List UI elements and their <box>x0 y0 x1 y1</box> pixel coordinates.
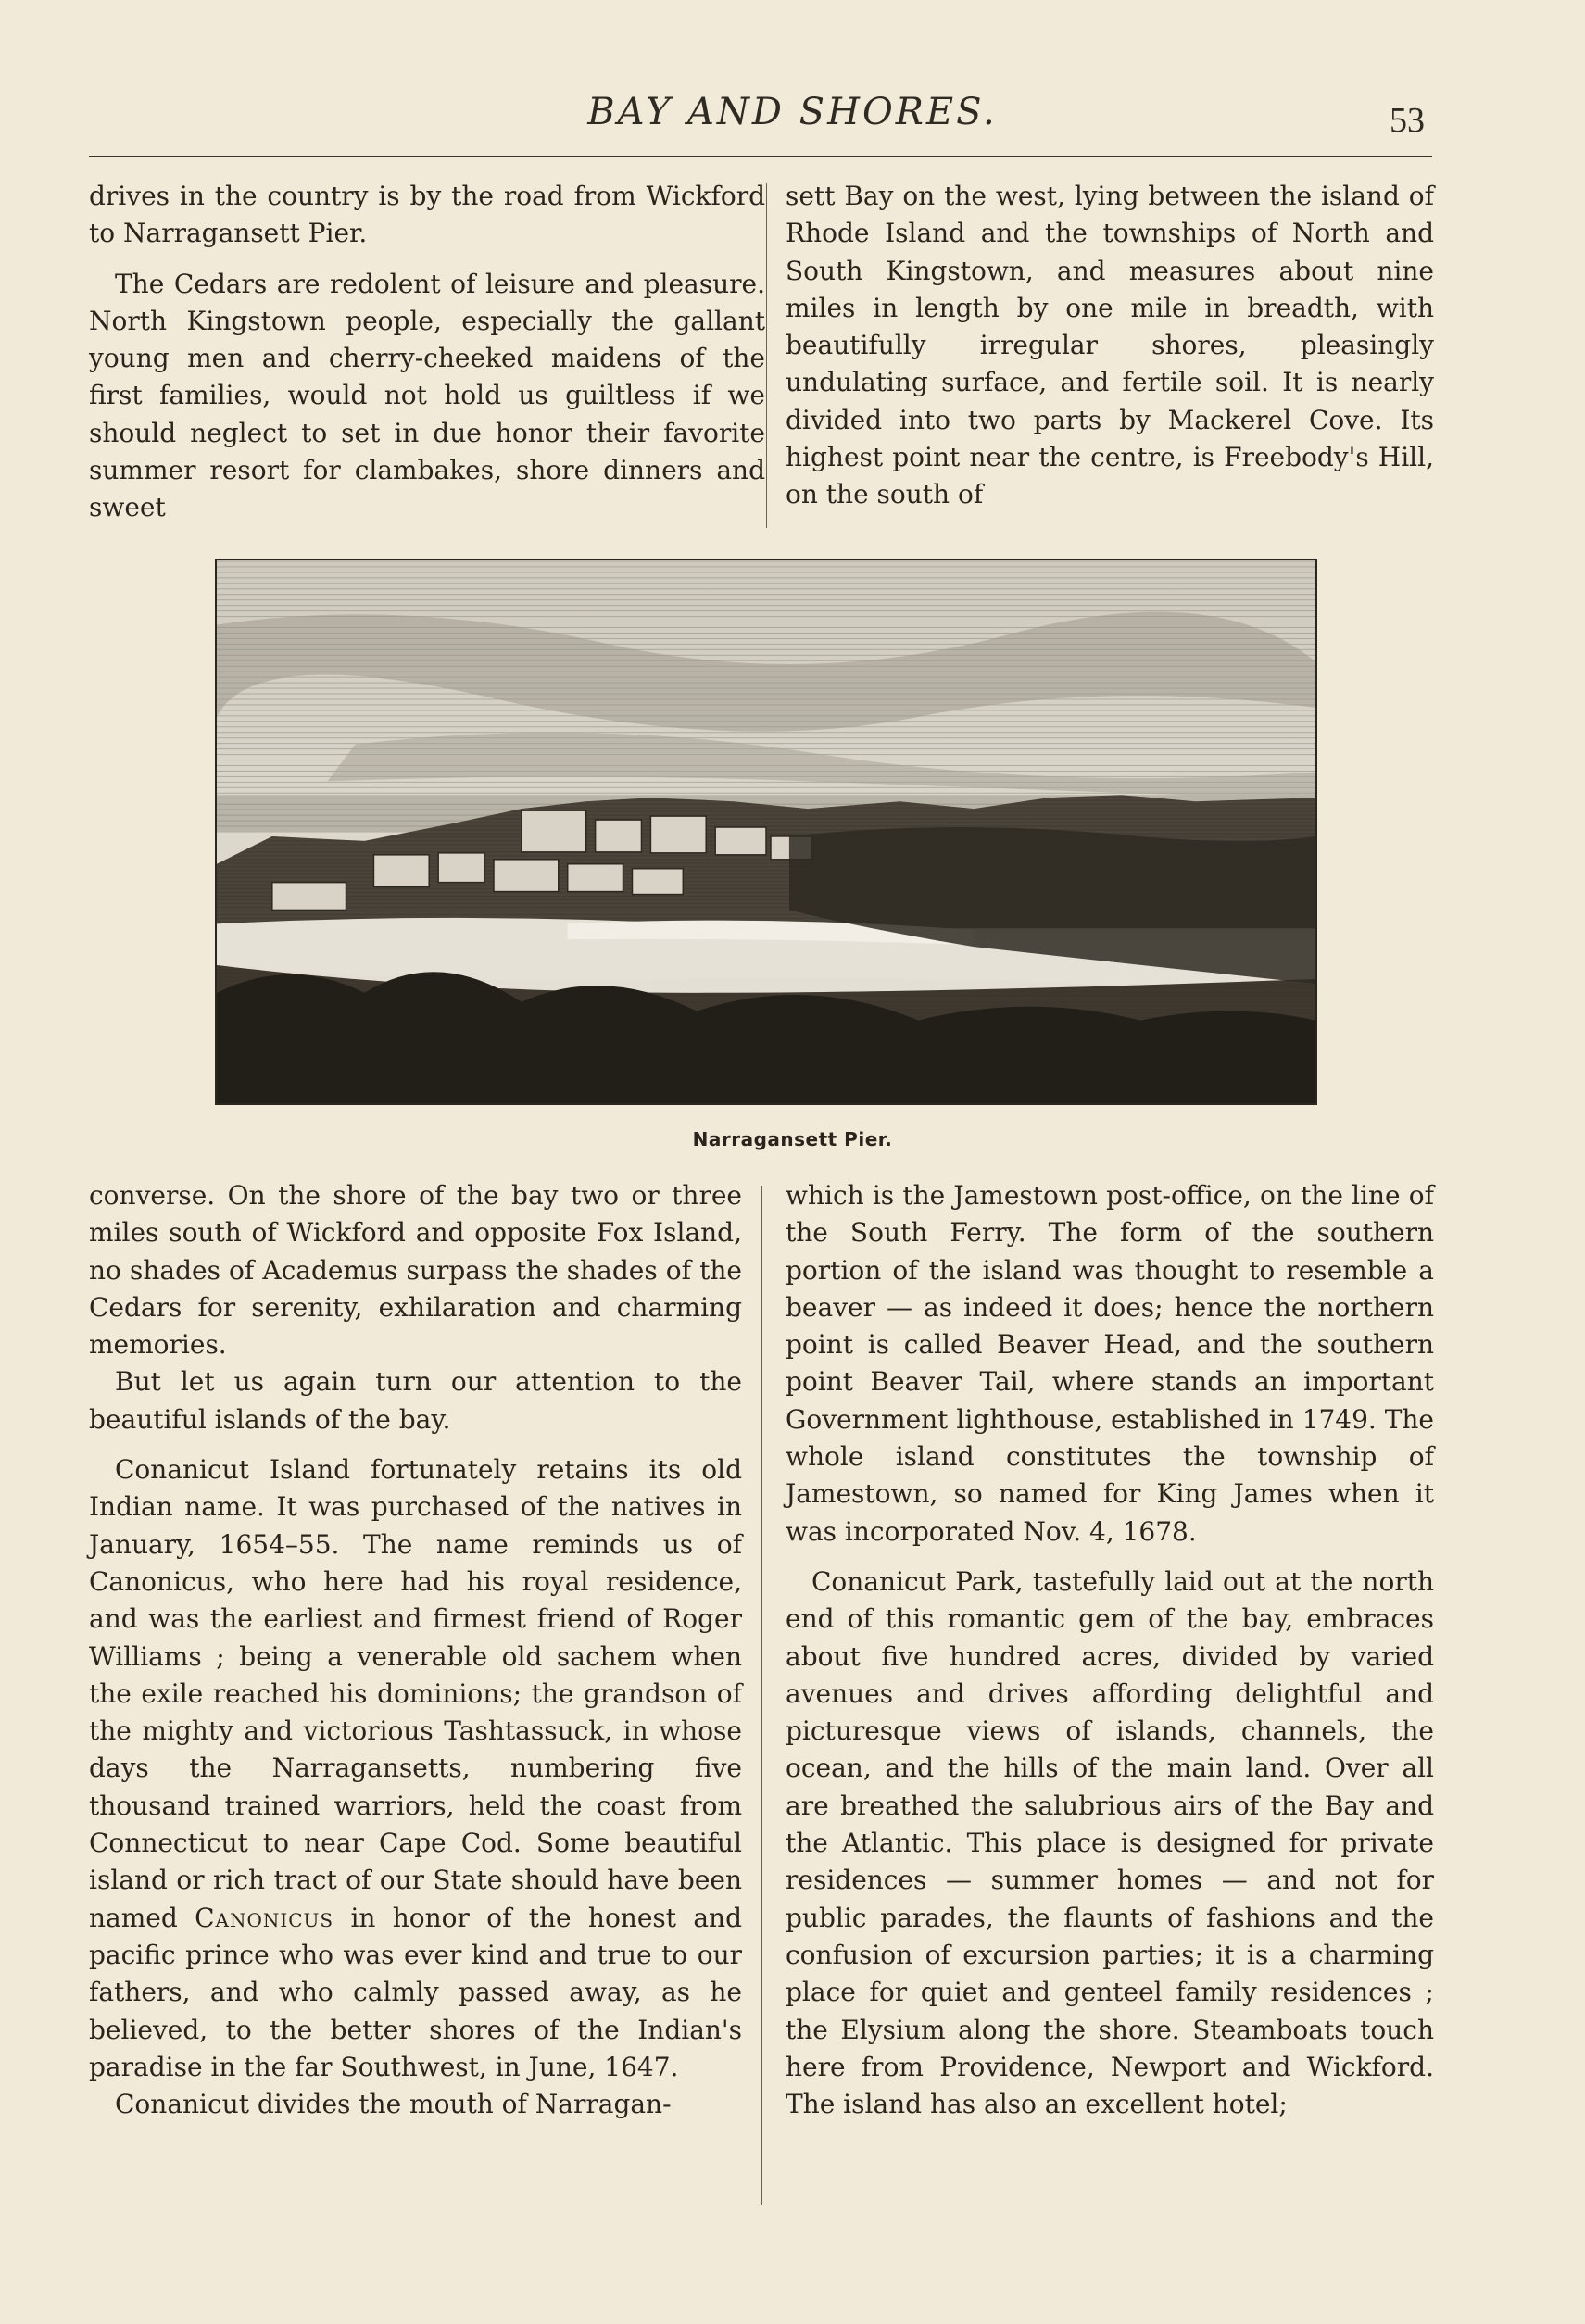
running-head-title: BAY AND SHORES. <box>587 91 998 133</box>
header-rule <box>89 156 1432 157</box>
paragraph: sett Bay on the west, lying between the island of Rhode Island and the townships of North and South Kingstown, and measures about nine miles in length by one mile in breadth, with beautifully irregular shores, pleasingly undulating surface, and fertile soil. It is nearly divided into two parts by Mackerel Cove. Its highest point near the centre, is Freebody's Hill, on the south of <box>786 181 1434 510</box>
paragraph: which is the Jamestown post-office, on the line of the South Ferry. The form of the southern portion of the island was thought to resemble a beaver — as indeed it does; hence the northern point is called Beaver Head, and the southern point Beaver Tail, where stands an important Government lighthouse, established in 1749. The whole island constitutes the township of Jamestown, so named for King James when it was incorporated Nov. 4, 1678. <box>786 1180 1434 1547</box>
emphasized-name: Canonicus <box>195 1902 334 1933</box>
top-left-column <box>89 178 765 527</box>
engraving-narragansett-pier <box>215 559 1317 1105</box>
figure-caption: Narragansett Pier. <box>692 1128 893 1150</box>
paragraph: Conanicut divides the mouth of Narragan- <box>115 2089 672 2120</box>
column-divider <box>766 183 767 528</box>
paragraph: converse. On the shore of the bay two or three miles south of Wickford and opposite Fox Island, no shades of Academus surpass the shades of the Cedars for serenity, exhilaration and charming memories. <box>89 1180 742 1361</box>
paragraph: drives in the country is by the road from Wickford to Narragansett Pier. <box>89 181 765 249</box>
text-run: Conanicut Island fortunately retains its old Indian name. It was purchased of the natives in January, 1654–55. The name reminds us of Canonicus, who here had his royal residence, and was the earliest and firmest friend of Roger Williams ; being a venerable old sachem when the exile reached his dominions; the grandson of the mighty and victorious Tashtassuck, in whose days the Narragansetts, numbering five thousand trained warriors, held the coast from Connecticut to near Cape Cod. Some beautiful island or rich tract of our State should have been named <box>89 1454 742 1933</box>
paragraph: But let us again turn our attention to the beautiful islands of the bay. <box>89 1366 742 1435</box>
bottom-right-column <box>786 1177 1434 2123</box>
engraving-image <box>217 560 1315 1103</box>
text-run: in honor of the honest and pacific prince who was ever kind and true to our fathers, and who calmly passed away, as he believed, to the better shores of the Indian's paradise in the far Southwest, in June, 1647. <box>89 1902 742 2082</box>
column-divider <box>761 1186 762 2205</box>
paragraph: Conanicut Park, tastefully laid out at the north end of this romantic gem of the bay, embraces about five hundred acres, divided by varied avenues and drives affording delightful and picturesque views of islands, channels, the ocean, and the hills of the main land. Over all are breathed the salubrious airs of the Bay and the Atlantic. This place is designed for private residences — summer homes — and not for public parades, the flaunts of fashions and the confusion of excursion parties; it is a charming place for quiet and genteel family residences ; the Elysium along the shore. Steamboats touch here from Providence, Newport and Wickford. The island has also an excellent hotel; <box>786 1565 1434 2120</box>
paragraph: The Cedars are redolent of leisure and pleasure. North Kingstown people, especially the gallant young men and cherry-cheeked maidens of the first families, would not hold us guiltless if we should neglect to set in due honor their favorite summer resort for clambakes, shore dinners and sweet <box>89 268 765 523</box>
top-right-column <box>786 178 1434 514</box>
page-number: 53 <box>1390 101 1425 140</box>
bottom-left-column <box>89 1177 742 2123</box>
paragraph <box>89 1451 742 2086</box>
